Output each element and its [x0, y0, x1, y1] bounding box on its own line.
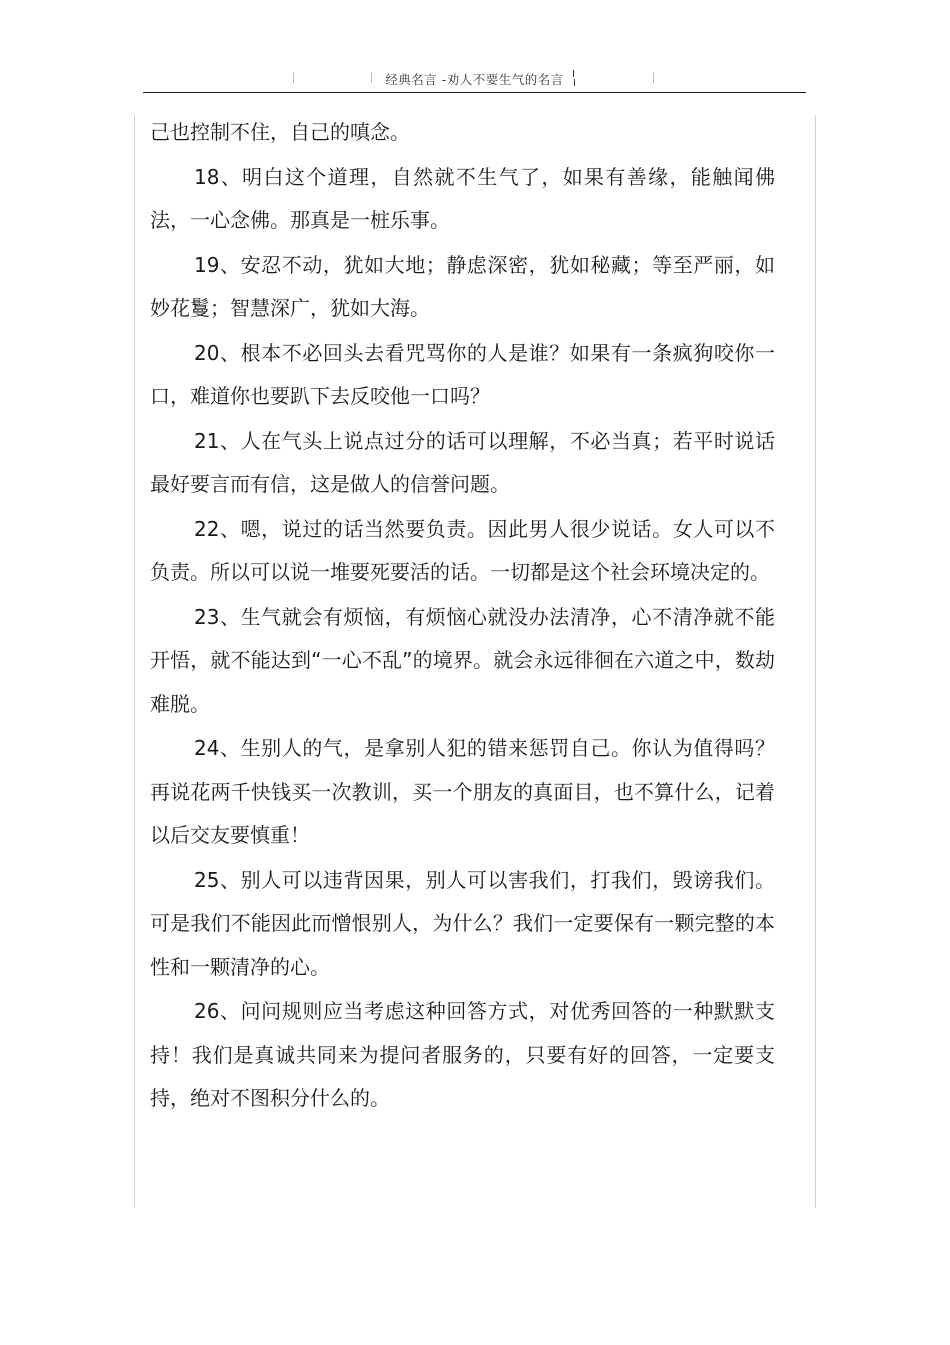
paragraph-18: 18、明白这个道理，自然就不生气了，如果有善缘，能触闻佛法，一心念佛。那真是一桩乐事。 [150, 164, 775, 232]
page-header [143, 66, 806, 93]
left-margin-line [134, 115, 135, 1208]
header-marker [573, 70, 575, 86]
paragraph-24: 24、生别人的气，是拿别人犯的错来惩罚自己。你认为值得吗？再说花两千快钱买一次教训，买一个朋友的真面目，也不算什么，记着以后交友要慎重！ [150, 736, 775, 847]
paragraph-19: 19、安忍不动，犹如大地；静虑深密，犹如秘藏；等至严丽，如妙花鬘；智慧深广，犹如大海。 [150, 252, 775, 320]
paragraph-26: 26、问问规则应当考虑这种回答方式，对优秀回答的一种默默支持！我们是真诚共同来为提问者服务的，只要有好的回答，一定要支持，绝对不图积分什么的。 [150, 999, 775, 1110]
header-tick-right [653, 72, 654, 83]
paragraph-continued: 己也控制不住，自己的嗔念。 [150, 120, 410, 144]
paragraph-23: 23、生气就会有烦恼，有烦恼心就没办法清净，心不清净就不能开悟，就不能达到“一心不乱”的境界。就会永远徘徊在六道之中，数劫难脱。 [150, 604, 775, 716]
paragraph-21: 21、人在气头上说点过分的话可以理解，不必当真；若平时说话最好要言而有信，这是做人的信誉问题。 [150, 428, 775, 496]
paragraph-25: 25、别人可以违背因果，别人可以害我们，打我们，毁谤我们。可是我们不能因此而憎恨别人，为什么？我们一定要保有一颗完整的本性和一颗清净的心。 [150, 867, 775, 979]
header-title: 经典名言 -劝人不要生气的名言 [385, 72, 564, 87]
paragraph-20: 20、根本不必回头去看咒骂你的人是谁？如果有一条疯狗咬你一口，难道你也要趴下去反咬他一口吗？ [150, 340, 775, 408]
document-body [150, 111, 775, 1122]
paragraph-22: 22、嗯，说过的话当然要负责。因此男人很少说话。女人可以不负责。所以可以说一堆要死要活的话。一切都是这个社会环境决定的。 [150, 516, 775, 584]
right-margin-line [815, 115, 816, 1208]
